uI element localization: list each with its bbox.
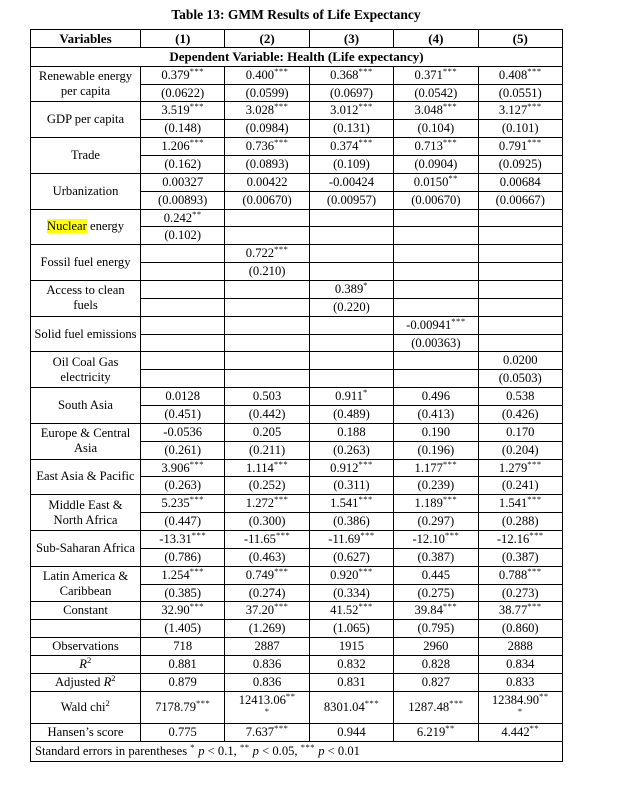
coef-cell: 0.0150** [394, 173, 478, 191]
row-label-empty [31, 620, 141, 638]
coef-cell: 1.189*** [394, 495, 478, 513]
se-cell: (0.786) [141, 548, 225, 566]
se-cell [309, 227, 393, 245]
coef-cell [478, 280, 562, 298]
standard-errors-note: Standard errors in parentheses * p < 0.1, ** p < 0.05, *** p < 0.01 [31, 742, 563, 762]
row-label: Latin America & Caribbean [31, 566, 141, 602]
coef-cell [141, 245, 225, 263]
coef-cell: 0.788*** [478, 566, 562, 584]
coef-cell: 5.235*** [141, 495, 225, 513]
se-cell: (0.447) [141, 513, 225, 531]
coef-cell: -0.00424 [309, 173, 393, 191]
coef-cell [394, 209, 478, 227]
stat-cell: 0.836 [225, 673, 309, 691]
se-cell: (0.795) [394, 620, 478, 638]
table-row [31, 352, 563, 370]
coef-cell: 0.503 [225, 388, 309, 406]
stat-cell: 1915 [309, 638, 393, 656]
table-title: Table 13: GMM Results of Life Expectancy [171, 7, 421, 22]
coef-cell: 0.400*** [225, 66, 309, 84]
table-row [31, 245, 563, 263]
table-row [31, 673, 563, 691]
header-row [31, 30, 563, 48]
se-cell: (0.261) [141, 441, 225, 459]
table-row [31, 656, 563, 674]
coef-cell: -12.10*** [394, 531, 478, 549]
coef-cell [309, 245, 393, 263]
se-cell [394, 370, 478, 388]
se-cell: (0.0622) [141, 84, 225, 102]
se-cell: (0.442) [225, 405, 309, 423]
coef-cell [309, 209, 393, 227]
se-cell: (0.311) [309, 477, 393, 495]
stat-cell: 12413.06** * [225, 691, 309, 724]
coef-cell: 3.012*** [309, 102, 393, 120]
note-row [31, 742, 563, 762]
se-cell: (0.0542) [394, 84, 478, 102]
coef-cell: 1.177*** [394, 459, 478, 477]
coef-cell: 0.00422 [225, 173, 309, 191]
se-cell: (0.211) [225, 441, 309, 459]
coef-cell: 0.445 [394, 566, 478, 584]
se-cell: (0.463) [225, 548, 309, 566]
se-cell: (0.0503) [478, 370, 562, 388]
coef-cell [394, 280, 478, 298]
coef-cell: 0.920*** [309, 566, 393, 584]
row-label: Observations [31, 638, 141, 656]
table-row [31, 173, 563, 191]
se-cell [309, 370, 393, 388]
se-cell [141, 334, 225, 352]
stat-cell: 0.831 [309, 673, 393, 691]
stat-cell: 8301.04*** [309, 691, 393, 724]
se-cell [141, 298, 225, 316]
stat-cell: 0.834 [478, 656, 562, 674]
row-label: Solid fuel emissions [31, 316, 141, 352]
column-header-model-2: (2) [225, 30, 309, 48]
row-label: Sub-Saharan Africa [31, 531, 141, 567]
stat-cell: 1287.48*** [394, 691, 478, 724]
table-row [31, 602, 563, 620]
stat-cell: 7178.79*** [141, 691, 225, 724]
coef-cell: 0.371*** [394, 66, 478, 84]
stat-cell: 12384.90** * [478, 691, 562, 724]
stat-cell: 0.836 [225, 656, 309, 674]
coef-cell: 0.379*** [141, 66, 225, 84]
coef-cell: 0.170 [478, 423, 562, 441]
stat-cell: 0.881 [141, 656, 225, 674]
row-label: Middle East & North Africa [31, 495, 141, 531]
table-row [31, 620, 563, 638]
coef-cell [394, 245, 478, 263]
coef-cell: 0.00327 [141, 173, 225, 191]
table-row [31, 138, 563, 156]
table-row [31, 459, 563, 477]
se-cell: (0.273) [478, 584, 562, 602]
table-row [31, 388, 563, 406]
se-cell [141, 370, 225, 388]
table-row [31, 102, 563, 120]
se-cell [478, 298, 562, 316]
stat-cell: 6.219** [394, 724, 478, 742]
se-cell: (0.109) [309, 155, 393, 173]
coef-cell: 0.389* [309, 280, 393, 298]
se-cell: (0.162) [141, 155, 225, 173]
row-label: South Asia [31, 388, 141, 424]
se-cell: (0.00670) [225, 191, 309, 209]
coef-cell: 32.90*** [141, 602, 225, 620]
coef-cell [225, 209, 309, 227]
coef-cell: 1.279*** [478, 459, 562, 477]
coef-cell: 0.0200 [478, 352, 562, 370]
se-cell: (0.263) [141, 477, 225, 495]
column-header-model-4: (4) [394, 30, 478, 48]
coef-cell [478, 316, 562, 334]
coef-cell: 0.374*** [309, 138, 393, 156]
stat-cell: 0.828 [394, 656, 478, 674]
se-cell: (0.0599) [225, 84, 309, 102]
se-cell: (0.386) [309, 513, 393, 531]
se-cell: (1.065) [309, 620, 393, 638]
table-row [31, 209, 563, 227]
se-cell: (0.00957) [309, 191, 393, 209]
row-label: Europe & Central Asia [31, 423, 141, 459]
row-label: Renewable energy per capita [31, 66, 141, 102]
se-cell: (0.239) [394, 477, 478, 495]
se-cell [478, 263, 562, 281]
coef-cell: 37.20*** [225, 602, 309, 620]
table-header [31, 30, 563, 48]
se-cell: (0.274) [225, 584, 309, 602]
column-header-model-3: (3) [309, 30, 393, 48]
coef-cell: 0.00684 [478, 173, 562, 191]
se-cell: (0.263) [309, 441, 393, 459]
coef-cell: 0.242** [141, 209, 225, 227]
se-cell: (0.288) [478, 513, 562, 531]
se-cell: (0.00893) [141, 191, 225, 209]
coef-cell: 0.205 [225, 423, 309, 441]
coef-cell: 3.127*** [478, 102, 562, 120]
se-cell: (0.00363) [394, 334, 478, 352]
se-cell [309, 334, 393, 352]
coef-cell [225, 352, 309, 370]
coef-cell: -0.00941*** [394, 316, 478, 334]
table-row [31, 495, 563, 513]
table-body [31, 48, 563, 762]
coef-cell: 3.519*** [141, 102, 225, 120]
coef-cell: 1.541*** [478, 495, 562, 513]
table-row [31, 566, 563, 584]
coef-cell: 1.541*** [309, 495, 393, 513]
se-cell: (0.385) [141, 584, 225, 602]
se-cell: (0.334) [309, 584, 393, 602]
coef-cell: 1.272*** [225, 495, 309, 513]
gmm-results-table [30, 29, 563, 762]
row-label: Trade [31, 138, 141, 174]
se-cell: (0.0551) [478, 84, 562, 102]
coef-cell: 0.713*** [394, 138, 478, 156]
se-cell: (0.860) [478, 620, 562, 638]
subheader-row [31, 48, 563, 66]
se-cell [394, 227, 478, 245]
se-cell [478, 334, 562, 352]
table-row [31, 423, 563, 441]
se-cell: (0.300) [225, 513, 309, 531]
coef-cell: 0.408*** [478, 66, 562, 84]
table-row [31, 316, 563, 334]
se-cell: (1.269) [225, 620, 309, 638]
coef-cell [478, 209, 562, 227]
coef-cell: 3.028*** [225, 102, 309, 120]
coef-cell: -13.31*** [141, 531, 225, 549]
se-cell: (0.00670) [394, 191, 478, 209]
row-label: Constant [31, 602, 141, 620]
se-cell [225, 298, 309, 316]
se-cell [394, 263, 478, 281]
se-cell: (0.104) [394, 120, 478, 138]
row-label: Hansen’s score [31, 724, 141, 742]
se-cell: (0.489) [309, 405, 393, 423]
se-cell: (0.0984) [225, 120, 309, 138]
coef-cell: 38.77*** [478, 602, 562, 620]
coef-cell: 0.736*** [225, 138, 309, 156]
table-row [31, 724, 563, 742]
highlighted-text: Nuclear [46, 219, 87, 234]
se-cell: (0.220) [309, 298, 393, 316]
se-cell: (0.413) [394, 405, 478, 423]
stat-cell: 0.775 [141, 724, 225, 742]
row-label: Oil Coal Gas electricity [31, 352, 141, 388]
row-label: GDP per capita [31, 102, 141, 138]
se-cell: (0.101) [478, 120, 562, 138]
coef-cell [141, 280, 225, 298]
coef-cell: 0.368*** [309, 66, 393, 84]
table-row [31, 638, 563, 656]
column-header-model-5: (5) [478, 30, 562, 48]
se-cell [394, 298, 478, 316]
row-label: $R^2$ [31, 656, 141, 674]
se-cell: (0.148) [141, 120, 225, 138]
se-cell: (0.00667) [478, 191, 562, 209]
column-header-model-1: (1) [141, 30, 225, 48]
se-cell [225, 370, 309, 388]
se-cell: (0.426) [478, 405, 562, 423]
table-row [31, 531, 563, 549]
coef-cell [309, 316, 393, 334]
coef-cell: 0.188 [309, 423, 393, 441]
se-cell [225, 227, 309, 245]
stat-cell: 2887 [225, 638, 309, 656]
table-row [31, 280, 563, 298]
stat-cell: 0.832 [309, 656, 393, 674]
column-header-variables: Variables [31, 30, 141, 48]
row-label: Urbanization [31, 173, 141, 209]
se-cell: (0.0925) [478, 155, 562, 173]
table-row [31, 66, 563, 84]
coef-cell [141, 352, 225, 370]
coef-cell: 0.496 [394, 388, 478, 406]
stat-cell: 718 [141, 638, 225, 656]
se-cell: (0.0893) [225, 155, 309, 173]
coef-cell: -11.69*** [309, 531, 393, 549]
se-cell: (0.387) [394, 548, 478, 566]
stat-cell: 0.879 [141, 673, 225, 691]
coef-cell: 0.538 [478, 388, 562, 406]
coef-cell [394, 352, 478, 370]
coef-cell [478, 245, 562, 263]
se-cell: (0.210) [225, 263, 309, 281]
coef-cell: 0.190 [394, 423, 478, 441]
row-label: Wald chi$^2$ [31, 691, 141, 724]
coef-cell: 39.84*** [394, 602, 478, 620]
row-label: Access to clean fuels [31, 280, 141, 316]
se-cell: (1.405) [141, 620, 225, 638]
row-label: Nuclear energy [31, 209, 141, 245]
coef-cell: 3.906*** [141, 459, 225, 477]
coef-cell: 0.749*** [225, 566, 309, 584]
stat-cell: 0.833 [478, 673, 562, 691]
coef-cell [225, 316, 309, 334]
stat-cell: 0.827 [394, 673, 478, 691]
se-cell: (0.451) [141, 405, 225, 423]
stat-cell: 0.944 [309, 724, 393, 742]
se-cell: (0.204) [478, 441, 562, 459]
coef-cell: -12.16*** [478, 531, 562, 549]
se-cell: (0.196) [394, 441, 478, 459]
coef-cell: 0.722*** [225, 245, 309, 263]
se-cell: (0.275) [394, 584, 478, 602]
se-cell: (0.387) [478, 548, 562, 566]
coef-cell [225, 280, 309, 298]
se-cell [309, 263, 393, 281]
se-cell: (0.0697) [309, 84, 393, 102]
stat-cell: 7.637*** [225, 724, 309, 742]
se-cell: (0.131) [309, 120, 393, 138]
stat-cell: 2888 [478, 638, 562, 656]
se-cell [225, 334, 309, 352]
coef-cell: 41.52*** [309, 602, 393, 620]
row-label: Adjusted $R^2$ [31, 673, 141, 691]
coef-cell: 0.0128 [141, 388, 225, 406]
coef-cell: 0.911* [309, 388, 393, 406]
coef-cell: 0.791*** [478, 138, 562, 156]
coef-cell: 0.912*** [309, 459, 393, 477]
se-cell: (0.0904) [394, 155, 478, 173]
row-label: Fossil fuel energy [31, 245, 141, 281]
se-cell: (0.297) [394, 513, 478, 531]
coef-cell: 1.254*** [141, 566, 225, 584]
coef-cell [141, 316, 225, 334]
se-cell: (0.252) [225, 477, 309, 495]
dependent-variable-label: Dependent Variable: Health (Life expectancy) [31, 48, 563, 66]
coef-cell: 1.206*** [141, 138, 225, 156]
se-cell [141, 263, 225, 281]
coef-cell: 3.048*** [394, 102, 478, 120]
coef-cell: -0.0536 [141, 423, 225, 441]
stat-cell: 4.442** [478, 724, 562, 742]
se-cell: (0.102) [141, 227, 225, 245]
se-cell [478, 227, 562, 245]
coef-cell [309, 352, 393, 370]
table-row [31, 691, 563, 724]
se-cell: (0.241) [478, 477, 562, 495]
row-label: East Asia & Pacific [31, 459, 141, 495]
coef-cell: -11.65*** [225, 531, 309, 549]
se-cell: (0.627) [309, 548, 393, 566]
coef-cell: 1.114*** [225, 459, 309, 477]
stat-cell: 2960 [394, 638, 478, 656]
